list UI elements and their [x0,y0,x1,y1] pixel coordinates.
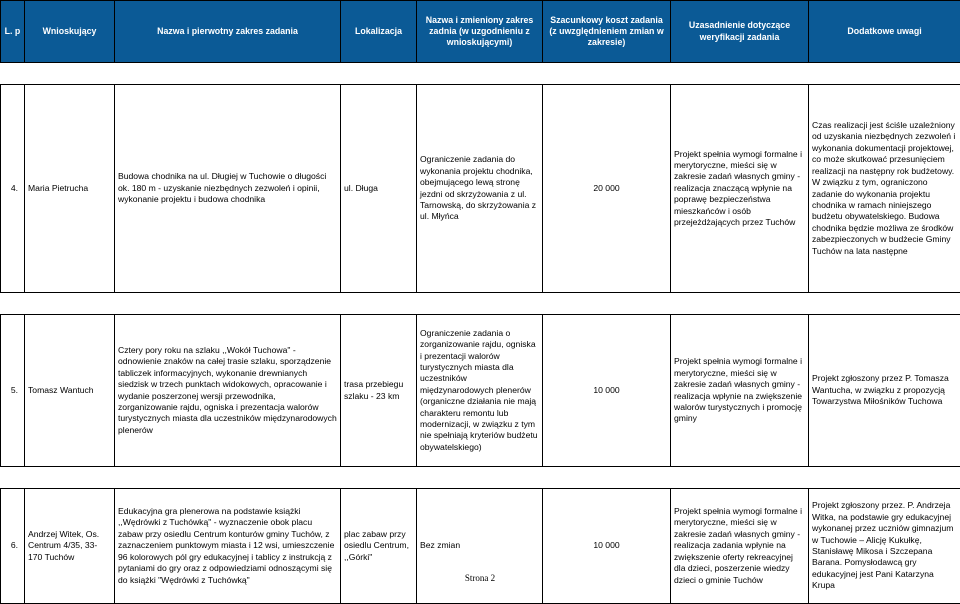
table-row [1,315,960,467]
row-spacer [1,293,960,315]
cell-location: ul. Długa [341,85,417,293]
cell-task-name-original: Cztery pory roku na szlaku ,,Wokół Tuchowa" - odnowienie znaków na całej trasie szlaku, sporządzenie tabliczek informacyjnych, wykonanie drewnianych siedzisk w trzech punktach widokowych, opracowanie i wydanie poszerzonej wersji przewodnika, zorganizowanie rajdu, ogniska i prezentacja walorów turystycznych miasta dla uczestników międzynarodowych plenerów [115,315,341,467]
cell-lp: 6. [1,489,25,604]
cell-task-name-changed: Ograniczenie zadania o zorganizowanie rajdu, ogniska i prezentacji walorów turystycznych miasta dla uczestników międzynarodowych plenerów (organiczne działania nie mają charakteru remontu lub modernizacji, w związku z tym nie spełniają kryteriów budżetu obywatelskiego) [417,315,543,467]
table-header-row [1,1,960,63]
cell-cost: 10 000 [543,315,671,467]
header-justification: Uzasadnienie dotyczące weryfikacji zadania [671,1,809,63]
cell-task-name-changed: Bez zmian [417,489,543,604]
cell-location: plac zabaw przy osiedlu Centrum, ,,Górki" [341,489,417,604]
row-spacer [1,63,960,85]
cell-justification: Projekt spełnia wymogi formalne i merytoryczne, mieści się w zakresie zadań własnych gminy - realizacja wpłynie na zwiększenie walorów turystycznych i promocję gminy [671,315,809,467]
cell-location: trasa przebiegu szlaku - 23 km [341,315,417,467]
cell-notes: Projekt zgłoszony przez. P. Andrzeja Witka, na podstawie gry edukacyjnej wykonanej przez uczniów gimnazjum w Tuchowie – Alicję Kukułkę, Stanisławę Mikosa i Szczepana Barana. Pomysłodawcą gry edukacyjnej jest Pani Katarzyna Krupa [809,489,960,604]
header-applicant: Wnioskujący [25,1,115,63]
table-row [1,85,960,293]
header-location: Lokalizacja [341,1,417,63]
cell-justification: Projekt spełnia wymogi formalne i merytoryczne, mieści się w zakresie zadań własnych gminy - realizacja zadania wpłynie na zwiększenie oferty rekreacyjnej dla dzieci, poszerzenie wiedzy dzieci o gminie Tuchów [671,489,809,604]
cell-task-name-changed: Ograniczenie zadania do wykonania projektu chodnika, obejmującego lewą stronę jezdni od skrzyżowania z ul. Tarnowską, do skrzyżowania z ul. Młyńca [417,85,543,293]
header-task-name-changed: Nazwa i zmieniony zakres zadnia (w uzgodnieniu z wnioskującymi) [417,1,543,63]
header-task-name-original: Nazwa i pierwotny zakres zadania [115,1,341,63]
cell-lp: 4. [1,85,25,293]
cell-justification: Projekt spełnia wymogi formalne i merytoryczne, mieści się w zakresie zadań własnych gminy - realizacja znaczącą wpłynie na poprawę bezpieczeństwa mieszkańców i osób przejeżdżających przez Tuchów [671,85,809,293]
header-notes: Dodatkowe uwagi [809,1,960,63]
cell-notes: Czas realizacji jest ściśle uzależniony od uzyskania niezbędnych zezwoleń i wykonania dokumentacji projektowej, co może skutkować przesunięciem realizacji na następny rok budżetowy. W związku z tym, ograniczono zadanie do wykonania projektu chodnika w ramach niniejszego budżetu obywatelskiego. Budowa chodnika będzie możliwa ze środków zabezpieczonych w budżecie Gminy Tuchów na lata następne [809,85,960,293]
cell-task-name-original: Budowa chodnika na ul. Długiej w Tuchowie o długości ok. 180 m - uzyskanie niezbędnych zezwoleń i opinii, wykonanie projektu i budowa chodnika [115,85,341,293]
cell-cost: 20 000 [543,85,671,293]
header-lp: L. p [1,1,25,63]
cell-task-name-original: Edukacyjna gra plenerowa na podstawie książki ,,Wędrówki z Tuchówką" - wyznaczenie obok placu zabaw przy osiedlu Centrum konturów gminy Tuchów, z zaznaczeniem punktowym miasta i 12 wsi, umieszczenie 96 kolorowych pól gry edukacyjnej i tablicy z instrukcją z pytaniami do gry oraz z odpowiedziami odnoszącymi się do książki "Wędrówki z Tuchówką" [115,489,341,604]
header-cost: Szacunkowy koszt zadania (z uwzględnieniem zmian w zakresie) [543,1,671,63]
cell-applicant: Andrzej Witek, Os. Centrum 4/35, 33-170 Tuchów [25,489,115,604]
row-spacer [1,467,960,489]
table-row [1,489,960,604]
page-number: Strona 2 [0,573,960,583]
cell-applicant: Tomasz Wantuch [25,315,115,467]
cell-lp: 5. [1,315,25,467]
cell-cost: 10 000 [543,489,671,604]
cell-applicant: Maria Pietrucha [25,85,115,293]
cell-notes: Projekt zgłoszony przez P. Tomasza Wantucha, w związku z propozycją Towarzystwa Miłośników Tuchowa [809,315,960,467]
